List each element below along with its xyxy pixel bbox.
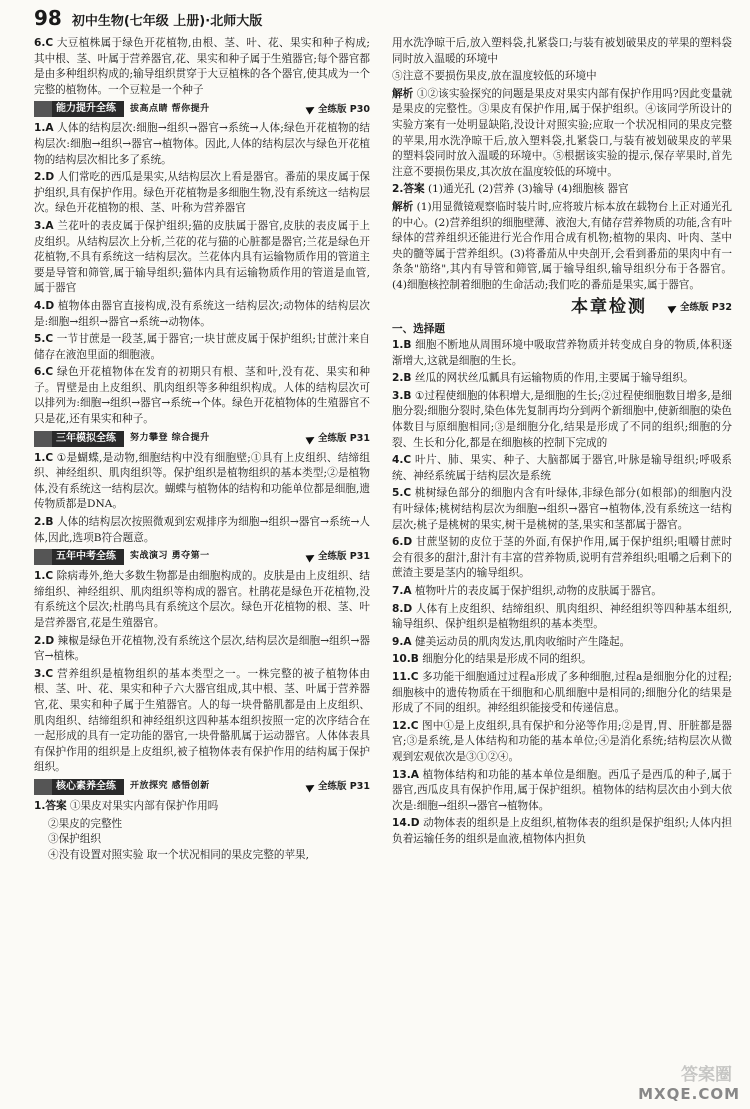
answer-entry [34,634,370,665]
answer-text: 丝瓜的网状丝瓜瓤具有运输物质的作用,主要属于输导组织。 [414,372,694,385]
answer-entry [34,219,370,297]
answer-text: 人体的结构层次:细胞→组织→器官→系统→人体;绿色开花植物的结构层次:细胞→组织→器官→植物体。因此,人体的结构层次与绿色开花植物的结构层次相比多了系统。 [34,122,370,166]
answer-entry [392,652,732,668]
answer-entry [392,486,732,533]
watermark-logo: 答案圈 [681,1065,732,1085]
ref-text: 全练版 P32 [680,301,732,313]
answer-number: 2.B [392,372,412,385]
ref-text: 全练版 P30 [318,103,370,115]
arrow-icon [668,302,679,313]
answer-number: 2.D [34,634,55,647]
answer-number: 13.A [392,768,419,781]
answer-entry [392,719,732,766]
answer-text: 植物体由器官直接构成,没有系统这一结构层次;动物体的结构层次是:细胞→组织→器官→系统→动物体。 [34,299,370,328]
continued-text: ⑤注意不要损伤果皮,放在温度较低的环境中 [392,70,597,83]
ref-text: 全练版 P31 [318,781,370,793]
entry [34,36,370,98]
banner-tag: 五年中考全练 [34,549,124,565]
answer-text: 桃树绿色部分的细胞内含有叶绿体,非绿色部分(如根部)的细胞内没有叶绿体;桃树结构层次为细胞→组织→器官→植物体,没有系统这一结构层次;桃子是桃树的果实,树干是桃树的茎,果实和茎都属于器官。 [392,487,732,531]
answer-entry [34,332,370,363]
answer-text: 一节甘蔗是一段茎,属于器官;一块甘蔗皮属于保护组织;甘蔗汁来自储存在液泡里面的细胞液。 [34,333,370,361]
answer-number: 6.C [34,366,54,379]
section-banner [34,101,370,117]
answer-number: 1.A [34,122,54,135]
answer-text: 人体有上皮组织、结缔组织、肌肉组织、神经组织等四种基本组织,输导组织、保护组织是植物组织的基本类型。 [392,602,732,631]
answer-entry [392,768,732,815]
answer-number: 10.B [392,653,419,666]
answer-number: 1.B [392,339,412,352]
section-title: 一、选择题 [392,322,445,335]
answer-text: 多功能干细胞通过过程a形成了多种细胞,过程a是细胞分化的过程;细胞核中的遗传物质在干细胞和心肌细胞中是相同的;细胞分化的结果是形成了不同的组织。神经组织能接受和传递信息。 [392,670,732,715]
analysis [392,200,732,294]
answer-entry [392,670,732,717]
banner-subtitle: 拔高点睛 帮你提升 [130,103,210,114]
ref-text: 全练版 P31 [318,432,370,444]
answer-entry [34,451,370,513]
answer-text: 人们常吃的西瓜是果实,从结构层次上看是器官。番茄的果皮属于保护组织,具有保护作用。绿色开花植物是多细胞生物,没有系统这一结构层次。绿色开花植物的根、茎、叶称为营养器官 [34,171,370,215]
page-number: 98 [34,6,62,30]
answer-entry [392,602,732,633]
answer-text: 营养组织是植物组织的基本类型之一。一株完整的被子植物体由根、茎、叶、花、果实和种子六大器官组成,其中根、茎、叶属于营养器官,花、果实和种子属于生殖器官。人的每一块骨骼肌都是由上皮组织、肌肉组织、结缔组织和神经组织这四种基本组织按照一定的次序结合在一起形成的具有一定功能的器官,一块骨骼肌属于运动器官。人体体表具有保护作用的组织是上皮组织,被子植物体表有保护作用的结构属于保护组织。 [34,667,370,774]
answer-number: 5.C [392,487,412,500]
answer-text: 植物叶片的表皮属于保护组织,动物的皮肤属于器官。 [414,585,663,597]
answer-text: 辣椒是绿色开花植物,没有系统这个层次,结构层次是细胞→组织→器官→植株。 [34,634,370,663]
answer-text: (1)通光孔 (2)营养 (3)输导 (4)细胞核 器官 [427,183,629,196]
chapter-title: 本章检测 [571,296,647,317]
answer-text: 植物体结构和功能的基本单位是细胞。西瓜子是西瓜的种子,属于器官,西瓜皮具有保护作用,属于保护组织。植物体的结构层次由小到大依次是:细胞→组织→器官→植物体。 [392,768,732,812]
entry-text: 大豆植株属于绿色开花植物,由根、茎、叶、花、果实和种子构成;其中根、茎、叶属于营养器官,花、果实和种子属于生殖器官;每个器官都是由多种组织构成的;输导组织贯穿于大豆植株的各个器官,使其成为一个完整的植物体。一个豆粒是一个种子 [34,37,370,96]
answer-text: 健美运动员的肌肉发达,肌肉收缩时产生隆起。 [414,635,631,648]
arrow-icon [306,552,317,563]
answer-text: 细胞不断地从周围环境中吸取营养物质并转变成自身的物质,体积逐渐增大,这就是细胞的生长。 [392,339,732,367]
page-reference [307,549,370,565]
answer-text: 甘蔗坚韧的皮位于茎的外面,有保护作用,属于保护组织;咀嚼甘蔗时会有很多的甜汁,甜汁有丰富的营养物质,说明有营养组织;咀嚼之后剩下的蔗渣主要是茎内的输导组织。 [392,536,732,580]
ref-text: 全练版 P31 [318,551,370,563]
answer-number: 7.A [392,585,412,597]
answer-line: ②果皮的完整性 [48,817,123,830]
answer-number: 3.B [392,389,412,402]
answer-text: 除病毒外,绝大多数生物都是由细胞构成的。皮肤是由上皮组织、结缔组织、神经组织、肌肉组织等构成的器官。杜鹃花是绿色开花植物,没有系统这个层次;杜鹃鸟具有系统这个层次。绿色开花植物的根、茎、叶是营养器官,花是生殖器官。 [34,570,370,629]
answer-number: 8.D [392,602,413,615]
analysis-text: (1)用显微镜观察临时装片时,应将玻片标本放在载物台上正对通光孔的中心。(2)营养组织的细胞壁薄、液泡大,有储存营养物质的功能,含有叶绿体的营养组织还能进行光合作用合成有机物;植物的果肉、叶肉、茎中央的髓等属于营养组织。(3)将番茄从中央剖开,会看到番茄的果肉中有一条条"筋络",其内有导管和筛管,属于输导组织,输导组织分布于各器官。(4)细胞核控制着细胞的生命活动;我们吃的番茄是果实,属于器官。 [392,200,733,291]
page-reference [307,431,370,447]
arrow-icon [306,781,317,792]
answer-line: ④没有设置对照实验 取一个状况相同的果皮完整的苹果, [48,848,309,861]
answer-number: 9.A [392,635,412,648]
answer-entry [392,816,732,847]
banner-tag: 能力提升全练 [34,101,124,117]
answer-number: 4.C [392,454,412,467]
arrow-icon [306,104,317,115]
answer-entry [392,453,732,484]
continued-text: 用水洗净晾干后,放入塑料袋,扎紧袋口;与装有被划破果皮的苹果的塑料袋同时放入温暖的环境中 [392,37,732,65]
answer-line: ①果皮对果实内部有保护作用吗 [69,799,219,812]
answer-entry [392,584,732,600]
answer-number: 6.D [392,536,413,549]
answer-number: 6.C [34,37,54,49]
banner-subtitle: 努力攀登 综合提升 [130,432,210,443]
arrow-icon [306,433,317,444]
answer-text: 图中①是上皮组织,具有保护和分泌等作用;②是胃,胃、肝脏都是器官;③是系统,是人体结构和功能的基本单位;④是消化系统;结构层次从微观到宏观依次是③①②④。 [392,719,732,763]
answer-entry [392,371,732,387]
answer-number: 3.C [34,667,54,680]
answer-entry [34,799,370,815]
answer-number: 2.B [34,516,54,529]
answer-text: ①过程使细胞的体积增大,是细胞的生长;②过程使细胞数目增多,是细胞分裂;细胞分裂时,染色体先复制再均分到两个新细胞中,使新细胞的染色体数目与原细胞相同;③是细胞分化,结果是形成了不同的组织;细胞的分裂、生长和分化,都是在细胞核的控制下完成的 [392,389,732,449]
answer-entry [392,535,732,582]
answer-text: 绿色开花植物体在发育的初期只有根、茎和叶,没有花、果实和种子。胃壁是由上皮组织、肌肉组织等多种组织构成。人体的结构层次可以排列为:细胞→组织→器官→系统→个体。绿色开花植物体的生殖器官不只是花,还有果实和种子。 [34,366,370,426]
answer-text: ①是蝴蝶,是动物,细胞结构中没有细胞壁;①具有上皮组织、结缔组织、神经组织、肌肉组织等。保护组织是植物组织的基本类型;②是植物体,没有系统这一结构层次。蝴蝶与植物体的结构和功能单位都是细胞,遗传物质都是DNA。 [34,451,370,511]
answer-number: 3.A [34,219,54,232]
section-banner [34,431,370,447]
left-column [34,36,370,863]
answer-number: 4.D [34,299,55,312]
analysis-text: ①②该实验探究的问题是果皮对果实内部有保护作用吗?因此变量就是果皮的完整性。③果皮有保护作用,属于保护组织。④该同学所设计的实验方案有一处明显缺陷,没设计对照实验;应取一个状况相同的果皮完整的苹果,用水洗净晾干后,放入塑料袋,扎紧袋口,与装有被划破果皮的苹果的塑料袋同时放入温暖的环境中。⑤根据该实验的提示,保存苹果时,首先注意不要损伤果皮,其次放在温度较低的环境中。 [392,87,733,178]
answer-entry [392,338,732,369]
answer-entry [392,389,732,451]
banner-subtitle: 开放探究 感悟创新 [130,781,210,792]
banner-tag: 三年模拟全练 [34,431,124,447]
banner-subtitle: 实战演习 勇夺第一 [130,551,210,562]
answer-text: 叶片、肺、果实、种子、大脑都属于器官,叶脉是输导组织;呼吸系统、神经系统属于结构层次是系统 [392,454,733,482]
answer-entry [34,170,370,217]
answer-number: 1.C [34,570,54,583]
page-reference [307,102,370,118]
answer-entry [34,121,370,168]
analysis-label: 解析 [392,87,414,100]
answer-entry [392,182,732,198]
answer-text: 细胞分化的结果是形成不同的组织。 [422,653,592,666]
answer-entry [34,569,370,631]
answer-number: 12.C [392,719,419,732]
answer-number: 11.C [392,670,419,683]
answer-number: 2.D [34,171,55,184]
answer-line: ③保护组织 [48,833,101,846]
watermark-text: MXQE.COM [638,1085,740,1103]
answer-number: 5.C [34,333,54,346]
analysis [392,87,732,181]
page-reference [669,300,732,316]
chapter-heading [392,296,732,320]
answer-text: 兰花叶的表皮属于保护组织;猫的皮肤属于器官,皮肤的表皮属于上皮组织。从结构层次上分析,兰花的花与猫的心脏都是器官;兰花是绿色开花植物,不具有系统这一结构层次。兰花体内具有运输物质作用的管道主要是导管和筛管,属于输导组织;猫体内具有运输物质作用的管道是血管,属于器官 [34,219,370,295]
answer-label: 2.答案 [392,183,425,196]
answer-label: 1.答案 [34,799,67,812]
section-banner [34,549,370,565]
answer-entry [34,365,370,427]
answer-entry [34,515,370,546]
analysis-label: 解析 [392,200,414,213]
section-banner [34,779,370,795]
answer-number: 14.D [392,817,420,830]
banner-tag: 核心素养全练 [34,779,124,795]
answer-entry [34,299,370,330]
book-title: 初中生物(七年级 上册)·北师大版 [71,14,263,29]
page-reference [307,779,370,795]
answer-number: 1.C [34,451,54,464]
answer-entry [34,667,370,776]
answer-entry [392,635,732,651]
page-header [34,6,262,32]
right-column [392,36,732,850]
answer-text: 人体的结构层次按照微观到宏观排序为细胞→组织→器官→系统→人体,因此,选项B符合题意。 [34,516,370,544]
answer-text: 动物体表的组织是上皮组织,植物体表的组织是保护组织;人体内担负着运输任务的组织是血液,植物体内担负 [392,817,733,845]
